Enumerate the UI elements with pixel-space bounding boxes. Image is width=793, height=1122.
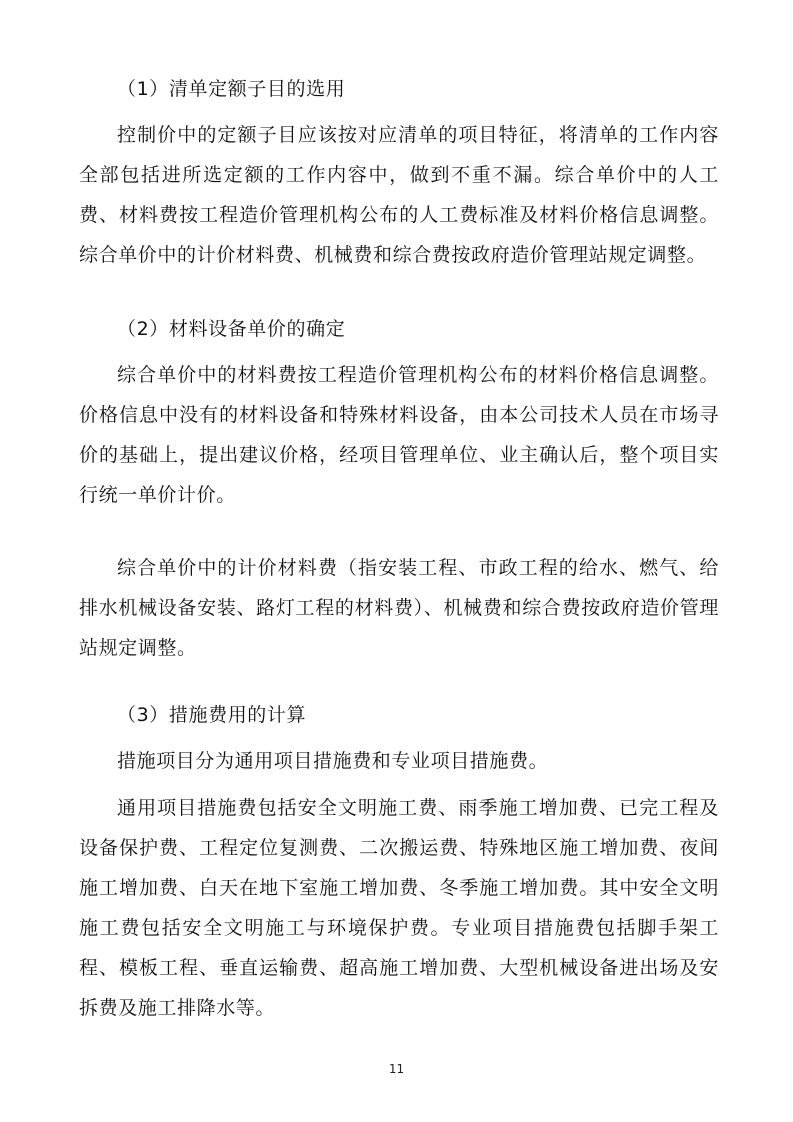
page-number: 11 — [388, 1062, 405, 1076]
section-3-paragraph-1: 措施项目分为通用项目措施费和专业项目措施费。 — [117, 750, 549, 772]
section-1-heading: （1）清单定额子目的选用 — [117, 78, 346, 100]
section-2-paragraph-2: 综合单价中的计价材料费（指安装工程、市政工程的给水、燃气、给排水机械设备安装、路灯工程的材料费）、机械费和综合费按政府造价管理站规定调整。 — [79, 557, 719, 659]
section-2-paragraph-1: 综合单价中的材料费按工程造价管理机构公布的材料价格信息调整。价格信息中没有的材料设备和特殊材料设备，由本公司技术人员在市场寻价的基础上，提出建议价格，经项目管理单位、业主确认后，整个项目实行统一单价计价。 — [79, 364, 719, 506]
section-1-paragraph-1: 控制价中的定额子目应该按对应清单的项目特征，将清单的工作内容全部包括进所选定额的工作内容中，做到不重不漏。综合单价中的人工费、材料费按工程造价管理机构公布的人工费标准及材料价格信息调整。综合单价中的计价材料费、机械费和综合费按政府造价管理站规定调整。 — [79, 124, 719, 266]
section-3-paragraph-2: 通用项目措施费包括安全文明施工费、雨季施工增加费、已完工程及设备保护费、工程定位复测费、二次搬运费、特殊地区施工增加费、夜间施工增加费、白天在地下室施工增加费、冬季施工增加费。其中安全文明施工费包括安全文明施工与环境保护费。专业项目措施费包括脚手架工程、模板工程、垂直运输费、超高施工增加费、大型机械设备进出场及安拆费及施工排降水等。 — [79, 797, 719, 1019]
section-2-heading: （2）材料设备单价的确定 — [117, 318, 346, 340]
section-3-heading: （3）措施费用的计算 — [117, 704, 307, 726]
